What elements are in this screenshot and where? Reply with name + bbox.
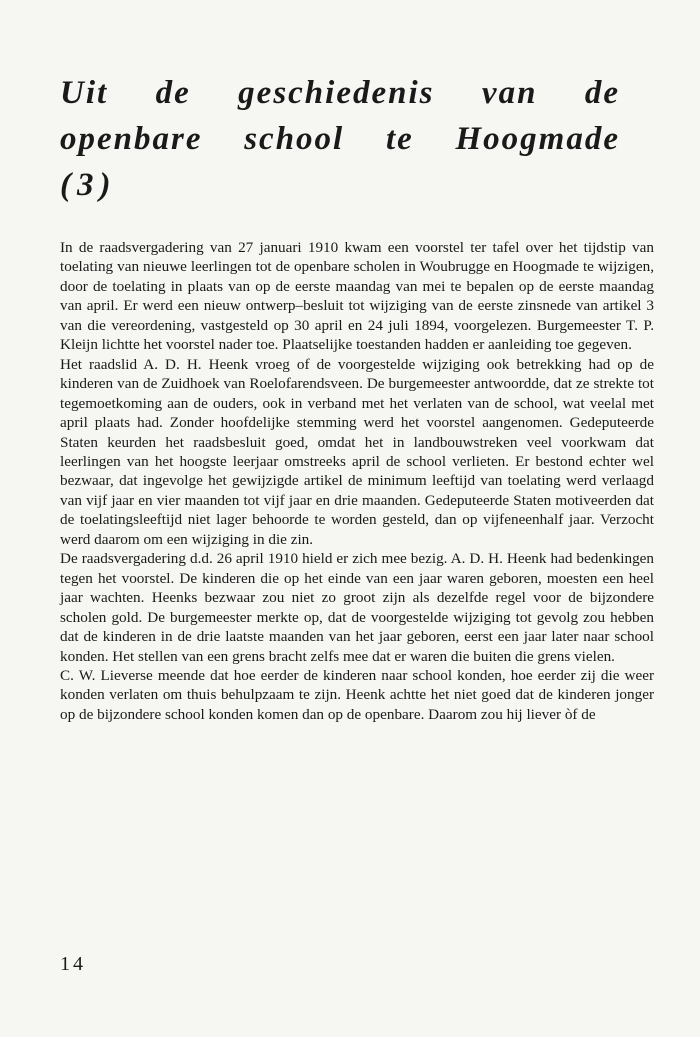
title-line-1: Uit de geschiedenis van de — [60, 75, 620, 111]
paragraph-2: Het raadslid A. D. H. Heenk vroeg of de voorgestelde wijziging ook betrekking had op de kinderen van de Zuidhoek van Roelofarendsveen. De burgemeester antwoordde, dat ze strekte tot tegemoetkoming aan de ouders, ook in verband met het verlaten van de school, wat veelal met april plaats had. Zonder hoofdelijke stemming werd het voorstel aangenomen. Gedeputeerde Staten keurden het raadsbesluit goed, omdat het in landbouwstreken veel voorkwam dat leerlingen van het hoogste leerjaar omstreeks april de school verlieten. Er bestond echter wel bezwaar, dat ingevolge het gewijzigde artikel de minimum leeftijd van toelating werd verlaagd van vijf jaar en vier maanden tot vijf jaar en drie maanden. Gedeputeerde Staten motiveerden dat de toelatingsleeftijd niet lager behoorde te worden gesteld, dan op vijfeneenhalf jaar. Verzocht werd daarom om een wijziging in die zin. — [60, 355, 654, 548]
paragraph-4: C. W. Lieverse meende dat hoe eerder de kinderen naar school konden, hoe eerder zij die weer konden verlaten om thuis behulpzaam te zijn. Heenk achtte het niet goed dat de kinderen jonger op de bijzondere school konden komen dan op de openbare. Daarom zou hij liever òf de — [60, 666, 654, 723]
page-number: 14 — [60, 953, 86, 975]
title-line-3: (3) — [60, 167, 117, 203]
paragraph-3: De raadsvergadering d.d. 26 april 1910 hield er zich mee bezig. A. D. H. Heenk had bedenkingen tegen het voorstel. De kinderen die op het einde van een jaar waren geboren, moesten een heel jaar wachten. Heenks bezwaar zou niet zo groot zijn als dezelfde regel voor de bijzondere scholen gold. De burgemeester merkte op, dat de voorgestelde wijziging tot gevolg zou hebben dat de kinderen in de drie laatste maanden van het jaar geboren, eerst een jaar later naar school konden. Het stellen van een grens bracht zelfs mee dat er waren die buiten die grens vielen. — [60, 550, 654, 665]
title-line-2: openbare school te Hoogmade — [60, 121, 620, 157]
article-body — [60, 238, 654, 724]
paragraph-1: In de raadsvergadering van 27 januari 1910 kwam een voorstel ter tafel over het tijdstip van toelating van nieuwe leerlingen tot de openbare scholen in Woubrugge en Hoogmade te wijzigen, door de toelating in plaats van op de eerste maandag van mei te bepalen op de eerste maandag van april. Er werd een nieuw ontwerp–besluit tot wijziging van de eerste zinsnede van artikel 3 van die vereordening, vastgesteld op 30 april en 24 juli 1894, voorgelezen. Burgemeester T. P. Kleijn lichtte het voorstel nader toe. Plaatselijke toestanden hadden er aanleiding toe gegeven. — [60, 239, 654, 354]
article-title — [60, 70, 620, 208]
